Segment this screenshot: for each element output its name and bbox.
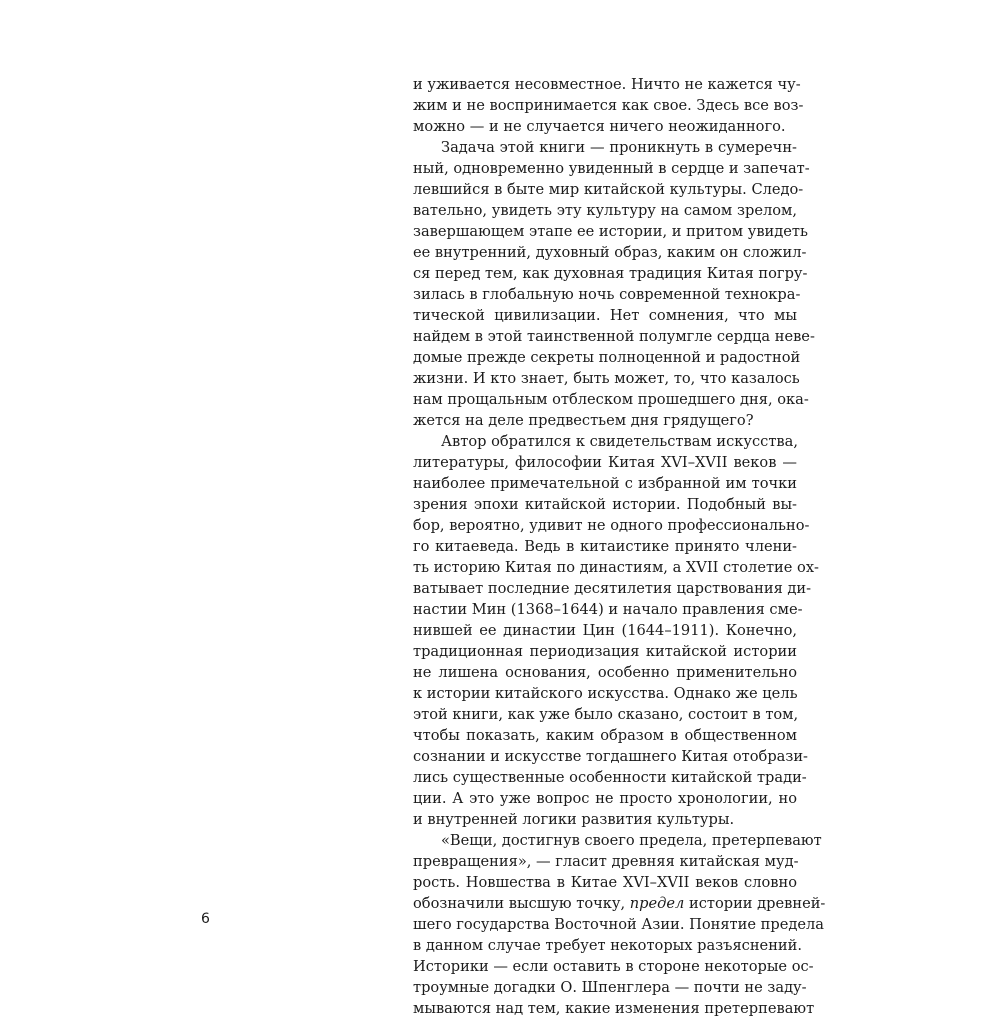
text-line: к истории китайского искусства. Однако же цель [413, 685, 798, 702]
text-line: не лишена основания, особенно применительно [413, 664, 797, 681]
text-line: наиболее примечательной с избранной им точки [413, 475, 797, 492]
text-line: ный, одновременно увиденный в сердце и запечат- [413, 160, 810, 177]
text-line: и внутренней логики развития культуры. [413, 811, 735, 828]
emphasized-word: предел [629, 895, 685, 912]
text-line: чтобы показать, каким образом в общественном [413, 727, 797, 744]
text-line: левшийся в быте мир китайской культуры. Следо- [413, 181, 804, 198]
text-line: в данном случае требует некоторых разъяснений. [413, 937, 803, 954]
text-line: тической цивилизации. Нет сомнения, что мы [413, 307, 797, 324]
text-line: ватывает последние десятилетия царствования ди- [413, 580, 812, 597]
text-line: бор, вероятно, удивит не одного профессионально- [413, 517, 810, 534]
text-line: троумные догадки О. Шпенглера — почти не заду- [413, 979, 807, 996]
text-line: жим и не воспринимается как свое. Здесь все воз- [413, 97, 804, 114]
paragraph-first-line: Автор обратился к свидетельствам искусства, [441, 433, 798, 450]
page-number: 6 [201, 911, 210, 927]
text-line: ся перед тем, как духовная традиция Китая погру- [413, 265, 808, 282]
text-line: литературы, философии Китая XVI–XVII веков — [413, 454, 797, 471]
text-line: этой книги, как уже было сказано, состоит в том, [413, 706, 799, 723]
body-text [413, 74, 826, 1019]
text-line: зилась в глобальную ночь современной технокра- [413, 286, 801, 303]
text-line: жется на деле предвестьем дня грядущего? [413, 412, 754, 429]
text-line: завершающем этапе ее истории, и притом увидеть [413, 223, 808, 240]
text-line: превращения», — гласит древняя китайская муд- [413, 853, 799, 870]
text-line: го китаеведа. Ведь в китаистике принято члени- [413, 538, 797, 555]
text-line: можно — и не случается ничего неожиданного. [413, 118, 786, 135]
text-segment: обозначили высшую точку, [413, 895, 630, 912]
text-line: ть историю Китая по династиям, а XVII столетие ох- [413, 559, 819, 576]
text-line: рость. Новшества в Китае XVI–XVII веков словно [413, 874, 797, 891]
text-line: шего государства Восточной Азии. Понятие предела [413, 916, 824, 933]
text-line: зрения эпохи китайской истории. Подобный вы- [413, 496, 797, 513]
paragraph-first-line: «Вещи, достигнув своего предела, претерпевают [441, 832, 822, 849]
text-line: вательно, увидеть эту культуру на самом зрелом, [413, 202, 797, 219]
text-line: мываются над тем, какие изменения претерпевают [413, 1000, 815, 1017]
text-line: лись существенные особенности китайской тради- [413, 769, 807, 786]
text-line: нившей ее династии Цин (1644–1911). Конечно, [413, 622, 797, 639]
paragraph-first-line: Задача этой книги — проникнуть в сумеречн- [441, 139, 797, 156]
text-line: жизни. И кто знает, быть может, то, что казалось [413, 370, 800, 387]
text-segment: истории древней- [684, 895, 826, 912]
text-line: ее внутренний, духовный образ, каким он сложил- [413, 244, 807, 261]
text-line: найдем в этой таинственной полумгле сердца неве- [413, 328, 815, 345]
text-line: домые прежде секреты полноценной и радостной [413, 349, 801, 366]
text-line: традиционная периодизация китайской истории [413, 643, 797, 660]
text-line: Историки — если оставить в стороне некоторые ос- [413, 958, 814, 975]
text-line: настии Мин (1368–1644) и начало правления сме- [413, 601, 803, 618]
text-line: ции. А это уже вопрос не просто хронологии, но [413, 790, 797, 807]
text-line: сознании и искусстве тогдашнего Китая отобрази- [413, 748, 808, 765]
text-line-with-emphasis [413, 893, 826, 914]
text-line: и уживается несовместное. Ничто не кажется чу- [413, 76, 801, 93]
text-line: нам прощальным отблеском прошедшего дня, ока- [413, 391, 809, 408]
